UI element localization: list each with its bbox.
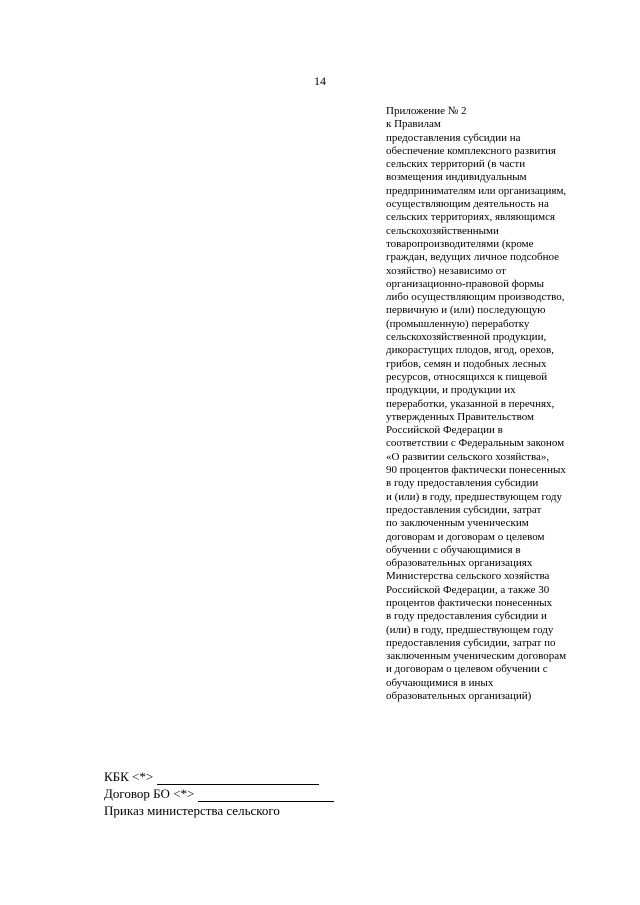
appendix-line: образовательных организациях (386, 557, 533, 570)
appendix-line: по заключенным ученическим (386, 517, 529, 530)
appendix-line: обеспечение комплексного развития (386, 144, 556, 157)
appendix-line: утвержденных Правительством (386, 410, 534, 423)
appendix-line: образовательных организаций) (386, 690, 532, 703)
appendix-line: обучении с обучающимися в (386, 543, 521, 556)
appendix-line: соответствии с Федеральным законом (386, 437, 565, 450)
appendix-line: возмещения индивидуальным (386, 171, 527, 184)
appendix-line: и (или) в году, предшествующем году (386, 490, 562, 503)
appendix-line: предоставления субсидии на (386, 131, 521, 144)
appendix-line: предоставления субсидии, затрат (386, 503, 542, 516)
dogovor-blank (198, 787, 334, 802)
appendix-line: граждан, ведущих личное подсобное (386, 251, 560, 264)
appendix-line: предпринимателям или организациям, (386, 184, 567, 197)
appendix-line: (промышленную) переработку (386, 317, 530, 330)
kbk-line (104, 768, 404, 785)
appendix-line: осуществляющим деятельность на (386, 198, 549, 211)
form-fields (104, 768, 404, 819)
appendix-line: сельских территориях, являющимся (386, 211, 556, 224)
appendix-line: и договорам о целевом обучении с (386, 663, 548, 676)
appendix-header (386, 105, 598, 703)
appendix-line: хозяйство) независимо от (386, 264, 506, 277)
appendix-line: Министерства сельского хозяйства (386, 570, 550, 583)
prikaz-line (104, 802, 404, 819)
appendix-line: Российской Федерации, а также 30 (386, 583, 550, 596)
dogovor-line (104, 785, 404, 802)
appendix-line: договорам и договорам о целевом (386, 530, 545, 543)
appendix-line: (или) в году, предшествующем году (386, 623, 554, 636)
prikaz-text: Приказ министерства сельского (104, 803, 280, 818)
appendix-line: Российской Федерации в (386, 424, 503, 437)
page-number: 14 (314, 74, 326, 88)
appendix-line: сельскохозяйственными (386, 224, 499, 237)
kbk-blank (157, 770, 319, 785)
appendix-line: либо осуществляющим производство, (386, 291, 565, 304)
appendix-line: 90 процентов фактически понесенных (386, 464, 566, 477)
appendix-line: заключенным ученическим договорам (386, 650, 567, 663)
appendix-line: дикорастущих плодов, ягод, орехов, (386, 344, 554, 357)
appendix-line: к Правилам (386, 118, 441, 131)
appendix-line: организационно-правовой формы (386, 277, 545, 290)
appendix-line: в году предоставления субсидии и (386, 610, 547, 623)
dogovor-label: Договор БО <*> (104, 786, 195, 801)
appendix-line: товаропроизводителями (кроме (386, 237, 534, 250)
appendix-line: ресурсов, относящихся к пищевой (386, 370, 548, 383)
appendix-line: переработки, указанной в перечнях, (386, 397, 555, 410)
appendix-line: процентов фактически понесенных (386, 596, 553, 609)
appendix-line: сельских территорий (в части (386, 158, 526, 171)
appendix-line: продукции, и продукции их (386, 384, 516, 397)
appendix-line: первичную и (или) последующую (386, 304, 546, 317)
appendix-line: в году предоставления субсидии (386, 477, 539, 490)
appendix-line: грибов, семян и подобных лесных (386, 357, 547, 370)
kbk-label: КБК <*> (104, 769, 154, 784)
appendix-line: Приложение № 2 (386, 105, 467, 117)
appendix-line: «О развитии сельского хозяйства», (386, 450, 550, 463)
appendix-line: обучающимися в иных (386, 676, 494, 689)
appendix-line: сельскохозяйственной продукции, (386, 331, 547, 344)
appendix-line: предоставления субсидии, затрат по (386, 636, 556, 649)
